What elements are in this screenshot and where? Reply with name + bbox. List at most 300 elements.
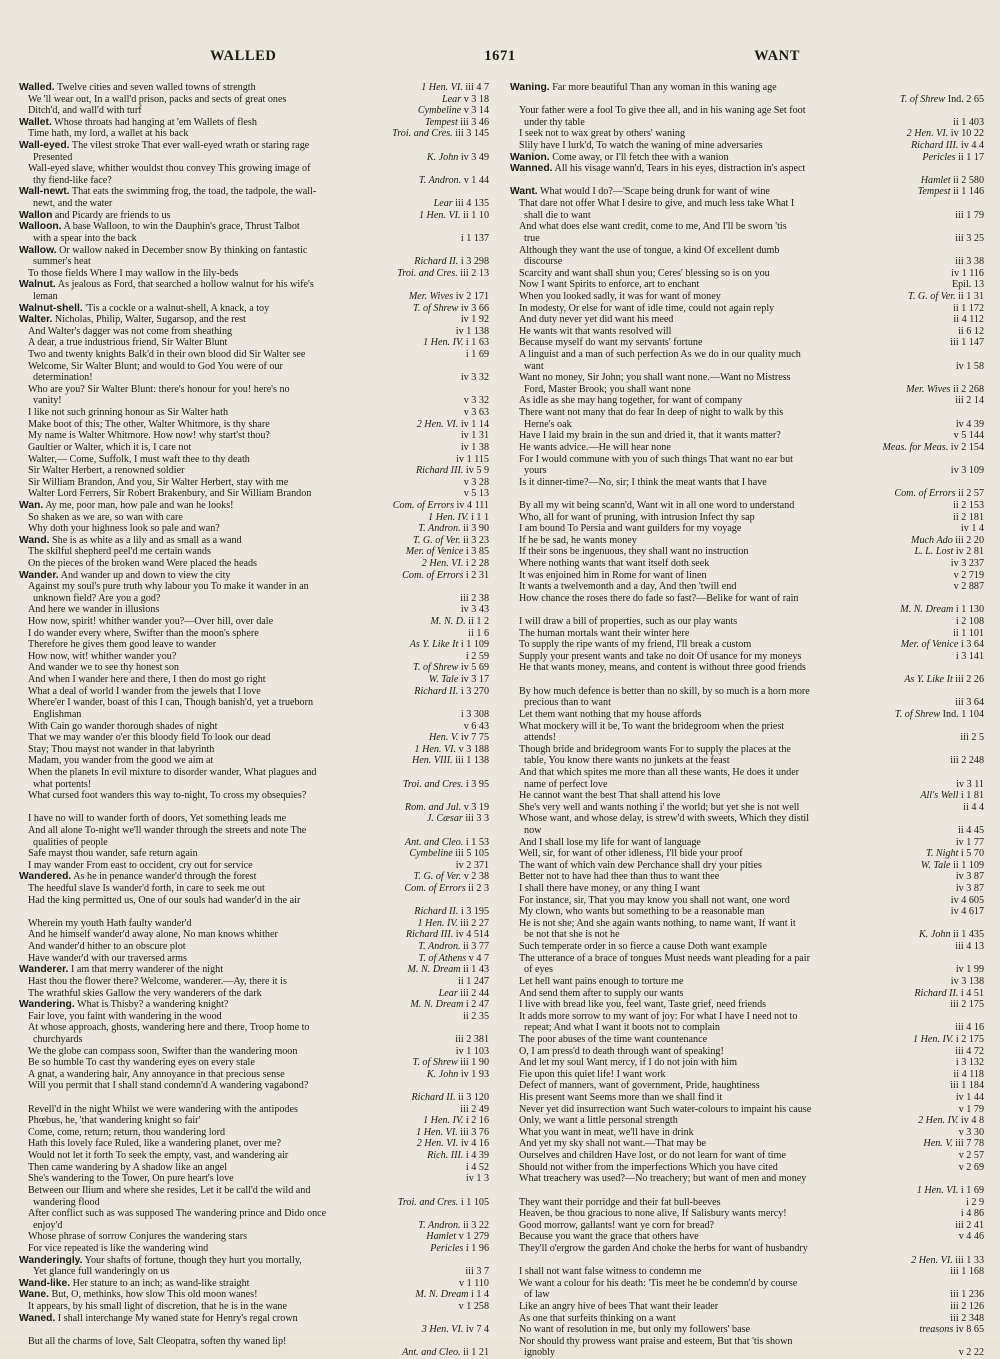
entry-line — [510, 430, 984, 442]
line-number: 23 — [478, 534, 489, 546]
citation — [414, 419, 489, 431]
entry-line — [510, 384, 984, 396]
entry-line — [19, 1208, 489, 1220]
play-title: As Y. Like It — [409, 639, 459, 651]
quotation-text: Come, come, return; return, thou wandering lord — [28, 1126, 226, 1138]
act-scene: iii 2 — [950, 755, 967, 767]
entry-line — [510, 628, 984, 640]
act-scene: iii 2 — [950, 999, 967, 1011]
line-number: 2 — [483, 616, 489, 628]
entry-line — [19, 128, 489, 140]
quotation-text: Phœbus, he, 'that wandering knight so fair' — [28, 1115, 201, 1127]
line-number: 96 — [478, 1242, 489, 1254]
quotation-text: She's very well and wants nothing i' the world; but yet she is not well — [519, 801, 800, 813]
quotation-text: Never yet did insurrection want Such water-colours to impaint his cause — [519, 1103, 812, 1115]
quotation-text: true — [524, 232, 540, 244]
citation — [420, 1115, 489, 1127]
quotation-text: Ditch'd, and wall'd with turf — [28, 105, 142, 117]
line-number: 63 — [478, 407, 489, 419]
quotation-text: Although they want the use of tongue, a kind Of excellent dumb — [519, 244, 780, 256]
act-scene: iv 5 — [460, 662, 477, 674]
play-title: T. of Athens — [418, 952, 467, 964]
act-scene: iii 1 — [950, 337, 967, 349]
entry-line — [19, 198, 489, 210]
line-number: 154 — [968, 441, 984, 453]
running-head-left: WALLED — [210, 48, 277, 64]
citation — [455, 976, 489, 988]
play-title: Com. of Errors — [402, 569, 464, 581]
play-title: Troi. and Cres. — [397, 1196, 459, 1208]
play-title: Ant. and Cleo. — [402, 1347, 461, 1359]
quotation-text: Madam, you wander from the good we aim at — [28, 755, 214, 767]
act-scene: iv 1 — [955, 1092, 972, 1104]
citation — [914, 1185, 984, 1197]
citation — [951, 570, 984, 582]
entry-line — [510, 523, 984, 535]
entry-line — [510, 697, 984, 709]
act-scene: i 1 — [960, 1184, 972, 1196]
entry-line — [19, 1011, 489, 1023]
line-number: 3 — [483, 883, 489, 895]
entry-line — [19, 1127, 489, 1139]
act-scene: ii 1 — [953, 302, 967, 314]
citation — [947, 1289, 984, 1301]
entry-line — [510, 442, 984, 454]
act-scene: iii 4 — [465, 82, 482, 93]
entry-line — [19, 779, 489, 791]
entry-line — [19, 604, 489, 616]
entry-line — [510, 1255, 984, 1267]
entry-line — [19, 1301, 489, 1313]
entry-line — [19, 535, 489, 547]
act-scene: ii 2 — [958, 488, 972, 500]
quotation-text: thy fiend-like face? — [33, 174, 112, 186]
quotation-text: It appears, by his small light of discretion, that he is in the wane — [28, 1300, 287, 1312]
line-number: 53 — [478, 836, 489, 848]
quotation-text: But, O, methinks, how slow This old moon wanes! — [51, 1289, 258, 1301]
act-scene: i 2 — [465, 1115, 477, 1127]
play-title: Troi. and Cres. — [402, 778, 464, 790]
entry-line — [510, 198, 984, 210]
entry-line — [19, 1231, 489, 1243]
line-number: 103 — [473, 1045, 489, 1057]
act-scene: iv 3 — [950, 975, 967, 987]
citation — [923, 848, 984, 860]
line-number: 3 — [483, 813, 489, 825]
entry-line — [510, 755, 984, 767]
quotation-text: The heedful slave Is wander'd forth, in care to seek me out — [28, 883, 265, 895]
quotation-text: It adds more sorrow to my want of joy: For what I have I need not to — [519, 1010, 798, 1022]
entry-line — [19, 117, 489, 129]
entry-line — [510, 732, 984, 744]
citation — [402, 837, 489, 849]
quotation-text: I live with bread like you, feel want, Taste grief, need friends — [519, 999, 767, 1011]
quotation-text: A dear, a true industrious friend, Sir Walter Blunt — [28, 337, 228, 349]
citation — [950, 500, 984, 512]
act-scene: v 3 — [463, 476, 477, 488]
act-scene: iii 3 — [460, 116, 477, 128]
quotation-text: What would I do?—'Scape being drunk for want of wine — [540, 186, 770, 198]
citation — [463, 1162, 489, 1174]
citation — [952, 697, 984, 709]
line-number: 138 — [473, 755, 489, 767]
act-scene: v 2 — [463, 871, 477, 883]
citation — [414, 918, 489, 930]
entry-line — [19, 616, 489, 628]
play-title: 2 Hen. VI. — [911, 1254, 953, 1266]
play-title: T. of Shrew — [413, 662, 459, 674]
quotation-text: Welcome, Sir Walter Blunt; and would to God You were of our — [28, 360, 283, 372]
entry-line — [510, 662, 984, 674]
act-scene: iv 1 — [460, 314, 477, 326]
entry-line — [19, 1069, 489, 1081]
act-scene: ii 1 — [463, 1347, 477, 1359]
entry-line — [510, 128, 984, 140]
act-scene: i 2 — [465, 650, 477, 662]
citation — [411, 906, 489, 918]
quotation-text: Time hath, my lord, a wallet at his back — [28, 128, 189, 140]
act-scene: i 1 — [465, 836, 477, 848]
line-number: 90 — [478, 523, 489, 535]
line-number: 59 — [478, 650, 489, 662]
quotation-text: discourse — [524, 256, 563, 268]
act-scene: ii 1 — [463, 964, 477, 976]
quotation-text: yours — [524, 465, 547, 477]
line-number: 86 — [973, 1208, 984, 1220]
citation — [958, 523, 984, 535]
quotation-text: To supply the ripe wants of my friend, I'll break a custom — [519, 639, 752, 651]
play-title: J. Cæsar — [426, 813, 463, 825]
line-number: 112 — [969, 314, 984, 326]
act-scene: iv 1 — [460, 430, 477, 442]
citation — [919, 152, 984, 164]
citation — [463, 651, 489, 663]
quotation-text: What mockery will it be, To want the bridegroom when the priest — [519, 720, 785, 732]
act-scene: iv 1 — [460, 1068, 477, 1080]
entry-line — [510, 221, 984, 233]
act-scene: ii 6 — [958, 325, 972, 337]
play-title: Richard III. — [415, 465, 464, 477]
quotation-text: want — [524, 360, 544, 372]
citation — [950, 1069, 984, 1081]
line-number: 13 — [973, 279, 984, 291]
quotation-text: Though bride and bridegroom wants For to supply the places at the — [519, 743, 791, 755]
entry-line — [510, 941, 984, 953]
citation — [903, 384, 984, 396]
quotation-text: If their sons be ingenuous, they shall want no instruction — [519, 546, 749, 558]
quotation-text: Make boot of this; The other, Walter Whitmore, is thy share — [28, 418, 270, 430]
entry-line — [510, 245, 984, 257]
line-number: 580 — [968, 174, 984, 186]
quotation-text: Hast thou the flower there? Welcome, wanderer.—Ay, there it is — [28, 975, 287, 987]
act-scene: iii 1 — [955, 209, 972, 221]
act-scene: iii 1 — [950, 1266, 967, 1278]
entry-line — [19, 802, 489, 814]
citation — [457, 1104, 489, 1116]
act-scene: ii 2 — [953, 499, 967, 511]
play-title: T. Andron. — [418, 523, 461, 535]
headword: Wanderer. — [19, 964, 69, 976]
act-scene: i 1 — [470, 1289, 482, 1301]
citation — [462, 1266, 489, 1278]
quotation-text: As idle as she may hang together, for want of company — [519, 395, 743, 407]
citation — [897, 94, 984, 106]
headword: Wandered. — [19, 871, 72, 883]
quotation-text: wandering flood — [33, 1196, 100, 1208]
citation — [453, 326, 489, 338]
quotation-text: enjoy'd — [33, 1219, 63, 1231]
line-number: 13 — [478, 488, 489, 500]
entry-line — [510, 163, 984, 175]
line-number: 64 — [973, 639, 984, 651]
line-number: 99 — [973, 964, 984, 976]
quotation-text: now — [524, 825, 542, 836]
act-scene: v 2 — [953, 581, 967, 593]
act-scene: iii 2 — [460, 592, 477, 604]
act-scene: v 2 — [958, 1161, 972, 1173]
line-number: 171 — [473, 290, 489, 302]
quotation-text: Because you want the grace that others have — [519, 1231, 699, 1243]
act-scene: iv 7 — [460, 732, 477, 744]
entry-line — [510, 825, 984, 837]
play-title: Cymbeline — [409, 848, 453, 860]
act-scene: iv 1 — [951, 267, 967, 279]
quotation-text: The want of which vain dew Perchance shall dry your pities — [519, 859, 762, 871]
citation — [461, 407, 489, 419]
citation — [427, 1243, 489, 1255]
citation — [915, 186, 984, 198]
quotation-text: How chance the roses there do fade so fast?—Belike for want of rain — [519, 592, 799, 604]
citation — [952, 210, 984, 222]
line-number: 35 — [478, 1010, 489, 1022]
act-scene: iii 4 — [955, 941, 972, 953]
line-number: 81 — [973, 546, 984, 558]
citation — [461, 721, 489, 733]
citation — [407, 999, 489, 1011]
citation — [898, 639, 984, 651]
line-number: 348 — [968, 1312, 984, 1324]
act-scene: v 1 — [458, 1231, 472, 1243]
act-scene: iii 3 — [955, 256, 972, 268]
line-number: 38 — [478, 871, 489, 883]
entry-line — [510, 604, 984, 616]
citation — [402, 802, 489, 814]
act-scene: iii 2 — [950, 1312, 967, 1324]
act-scene: iii 2 — [955, 1219, 972, 1231]
line-number: 4 — [483, 1324, 489, 1336]
entry-line — [510, 1057, 984, 1069]
play-title: Mer. Wives — [906, 383, 951, 395]
line-number: 8 — [978, 1115, 984, 1127]
citation — [910, 1034, 984, 1046]
act-scene: i 1 — [460, 639, 472, 651]
entry-line — [19, 1046, 489, 1058]
play-title: Richard III. — [405, 929, 454, 941]
quotation-text: Heaven, be thou gracious to none alive, If Salisbury wants mercy! — [519, 1208, 787, 1220]
play-title: T. of Shrew — [894, 708, 941, 720]
line-number: 32 — [478, 395, 489, 407]
entry-line — [19, 152, 489, 164]
entry-line — [510, 407, 984, 419]
line-number: 132 — [968, 1057, 984, 1069]
entry-line — [19, 1197, 489, 1209]
citation — [953, 419, 984, 431]
quotation-text: Slily have I lurk'd, To watch the waning of mine adversaries — [519, 140, 763, 152]
line-number: 7 — [483, 82, 489, 93]
line-number: 4 — [483, 1289, 489, 1301]
play-title: T. Andron. — [418, 1219, 461, 1231]
citation — [948, 268, 984, 280]
play-title: 2 Hen. VI. — [421, 557, 464, 569]
act-scene: ii 1 — [468, 616, 482, 628]
line-number: 109 — [968, 465, 984, 477]
line-number: 39 — [973, 418, 984, 430]
act-scene: v 3 — [958, 1126, 972, 1138]
entry-line — [19, 1278, 489, 1290]
quotation-text: Fie upon this quiet life! I want work — [519, 1068, 666, 1080]
entry-line — [19, 570, 489, 582]
entry-line — [19, 454, 489, 466]
act-scene: i 4 — [960, 987, 972, 999]
entry-line — [19, 94, 489, 106]
entry-line — [19, 337, 489, 349]
line-number: 43 — [478, 964, 489, 976]
quotation-text: Your father were a fool To give thee all, and in his waning age Set foot — [519, 105, 806, 117]
act-scene: i 1 — [465, 1242, 477, 1254]
entry-line — [19, 419, 489, 431]
act-scene: iv 1 — [460, 441, 477, 453]
play-title: Tempest — [424, 116, 458, 128]
quotation-text: precious than to want — [524, 697, 611, 709]
play-title: Cymbeline — [417, 105, 462, 117]
entry-line — [510, 500, 984, 512]
quotation-text: Herne's oak — [524, 418, 572, 430]
citation — [918, 860, 984, 872]
quotation-text: I shall not want false witness to condemn me — [519, 1266, 702, 1278]
citation — [400, 779, 489, 791]
citation — [892, 709, 984, 721]
line-number: 66 — [478, 302, 489, 314]
quotation-text: A gnat, a wandering hair, Any annoyance in that precious sense — [28, 1068, 285, 1080]
line-number: 135 — [473, 198, 489, 210]
play-title: 2 Hen. VI. — [906, 128, 949, 140]
line-number: 93 — [478, 1068, 489, 1080]
play-title: Mer. of Venice — [405, 546, 464, 558]
entry-line — [19, 1243, 489, 1255]
play-title: M. N. D. — [430, 616, 466, 628]
play-title: All's Well — [920, 790, 959, 802]
line-number: 144 — [968, 430, 984, 442]
entry-line — [19, 442, 489, 454]
entry-line — [510, 639, 984, 651]
entry-line — [19, 477, 489, 489]
act-scene: ii 3 — [463, 534, 477, 546]
act-scene: i 3 — [460, 685, 472, 697]
act-scene: iv 10 — [950, 128, 972, 140]
citation — [953, 361, 984, 373]
citation — [951, 581, 984, 593]
line-number: 7 — [483, 1266, 489, 1278]
quotation-text: determination! — [33, 372, 93, 384]
line-number: 87 — [973, 871, 984, 883]
entry-line — [510, 709, 984, 721]
entry-line — [510, 1046, 984, 1058]
citation — [390, 500, 489, 512]
line-number: 258 — [473, 1300, 489, 1312]
line-number: 110 — [474, 1277, 489, 1289]
citation — [411, 744, 489, 756]
act-scene: iv 4 — [456, 499, 473, 511]
quotation-text: Against my soul's pure truth why labour you To make it wander in an — [28, 581, 309, 593]
citation — [458, 430, 489, 442]
line-number: 14 — [478, 105, 489, 117]
quotation-text: What is Thisby? a wandering knight? — [77, 999, 229, 1011]
act-scene: v 3 — [463, 105, 477, 117]
line-number: 38 — [478, 592, 489, 604]
quotation-text: When you looked sadly, it was for want of money — [519, 290, 721, 302]
line-number: 12 — [973, 325, 984, 337]
quotation-text: name of perfect love — [524, 778, 608, 790]
line-number: 18 — [478, 93, 489, 105]
citation — [952, 256, 984, 268]
citation — [405, 964, 489, 976]
line-number: 268 — [968, 383, 984, 395]
line-number: 105 — [473, 1196, 489, 1208]
quotation-text: summer's heat — [33, 256, 91, 268]
citation — [416, 210, 489, 222]
act-scene: iii 4 — [455, 198, 472, 210]
quotation-text: No want of resolution in me, but only my followers' base — [519, 1324, 751, 1336]
entry-line — [510, 1208, 984, 1220]
quotation-text: He is not she; And she again wants nothing, to name want, If want it — [519, 917, 796, 929]
quotation-text: table, You know there wants no junkets at the feast — [524, 755, 730, 767]
act-scene: iv 4 — [960, 140, 977, 152]
quotation-text: In modesty, Or else for want of idle time, could not again reply — [519, 302, 775, 314]
line-number: 47 — [478, 999, 489, 1011]
citation — [424, 1150, 489, 1162]
act-scene: v 2 — [958, 1150, 972, 1162]
citation — [953, 1092, 984, 1104]
entry-line — [19, 140, 489, 152]
line-number: 69 — [478, 662, 489, 674]
entry-line — [510, 674, 984, 686]
quotation-text: And yet my sky shall not want.—That may be — [519, 1138, 707, 1150]
line-number: 39 — [478, 1150, 489, 1162]
act-scene: iv 2 — [950, 441, 967, 453]
citation — [952, 233, 984, 245]
citation — [947, 1313, 984, 1325]
act-scene: v 4 — [468, 952, 482, 964]
line-number: 109 — [968, 859, 984, 871]
citation — [406, 291, 489, 303]
quotation-text: Stay; Thou mayst not wander in that labyrinth — [28, 743, 215, 755]
play-title: Hen. VIII. — [411, 755, 453, 767]
act-scene: ii 4 — [963, 801, 977, 813]
play-title: T. Andron. — [418, 941, 461, 953]
act-scene: iii 1 — [455, 755, 472, 767]
entry-line — [510, 1347, 984, 1359]
headword: Wander. — [19, 569, 59, 581]
citation — [461, 488, 489, 500]
citation — [458, 314, 489, 326]
entry-line — [510, 1104, 984, 1116]
headword: Wand-like. — [19, 1277, 71, 1289]
citation — [424, 813, 489, 825]
play-title: K. John — [919, 929, 951, 941]
entry-line — [510, 140, 984, 152]
act-scene: iv 4 — [460, 1138, 477, 1150]
play-title: 2 Hen. VI. — [416, 1138, 459, 1150]
